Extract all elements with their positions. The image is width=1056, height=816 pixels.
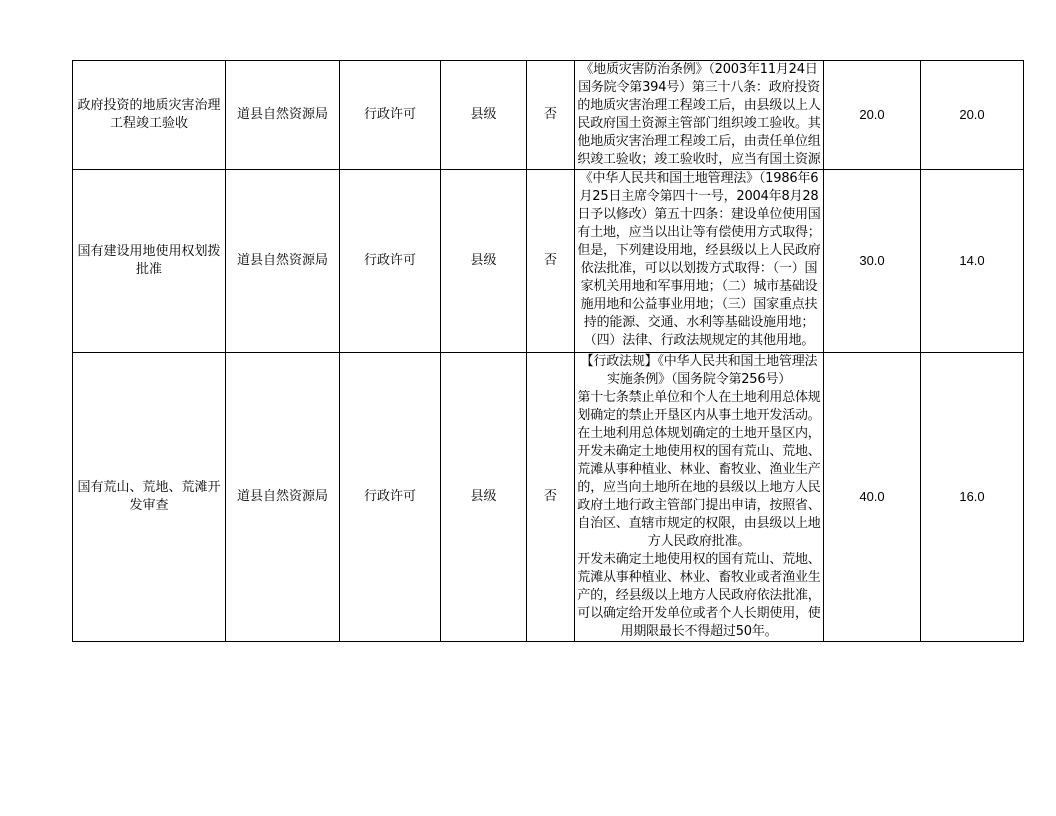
flag-cell: 否 [527,353,575,642]
value-b-cell: 14.0 [921,170,1024,353]
value-a-cell: 40.0 [824,353,921,642]
level-cell: 县级 [441,61,527,170]
legal-basis-text: 《中华人民共和国土地管理法》（1986年6月25日主席令第四十一号，2004年8月28日予以修改）第五十四条：建设单位使用国有土地，应当以出让等有偿使用方式取得；但是，下列建设用地，经县级以上人民政府依法批准，可以以划拨方式取得：（一）国家机关用地和军事用地；（二）城市基础设施用地和公益事业用地；（三）国家重点扶持的能源、交通、水利等基础设施用地；（四）法律、行政法规规定的其他用地。 [577,171,821,348]
category-cell: 行政许可 [340,61,441,170]
department-cell: 道县自然资源局 [226,61,340,170]
service-items-table [72,60,1024,642]
flag-cell: 否 [527,170,575,353]
table-row [73,170,1024,353]
table-row [73,353,1024,642]
item-name-cell: 政府投资的地质灾害治理工程竣工验收 [73,61,226,170]
legal-basis-cell [575,61,824,170]
flag-cell: 否 [527,61,575,170]
item-name-cell: 国有建设用地使用权划拨批准 [73,170,226,353]
category-cell: 行政许可 [340,170,441,353]
department-cell: 道县自然资源局 [226,170,340,353]
item-name-cell: 国有荒山、荒地、荒滩开发审查 [73,353,226,642]
level-cell: 县级 [441,353,527,642]
value-b-cell: 20.0 [921,61,1024,170]
value-a-cell: 30.0 [824,170,921,353]
category-cell: 行政许可 [340,353,441,642]
value-a-cell: 20.0 [824,61,921,170]
legal-basis-text: 【行政法规】《中华人民共和国土地管理法实施条例》（国务院令第256号） 第十七条禁止单位和个人在土地利用总体规划确定的禁止开垦区内从事土地开发活动。 在土地利用总体规划确定的土地开垦区内，开发未确定土地使用权的国有荒山、荒地、荒滩从事种植业、林业、畜牧业、渔业生产的，应当向土地所在地的县级以上地方人民政府土地行政主管部门提出申请，按照省、自治区、直辖市规定的权限，由县级以上地方人民政府批准。 开发未确定土地使用权的国有荒山、荒地、荒滩从事种植业、林业、畜牧业或者渔业生产的，经县级以上地方人民政府依法批准，可以确定给开发单位或者个人长期使用，使用期限最长不得超过50年。 [577,354,821,639]
level-cell: 县级 [441,170,527,353]
legal-basis-cell [575,353,824,642]
value-b-cell: 16.0 [921,353,1024,642]
table-row [73,61,1024,170]
department-cell: 道县自然资源局 [226,353,340,642]
legal-basis-text: 《地质灾害防治条例》（2003年11月24日国务院令第394号）第三十八条：政府投资的地质灾害治理工程竣工后，由县级以上人民政府国土资源主管部门组织竣工验收。其他地质灾害治理工程竣工后，由责任单位组织竣工验收；竣工验收时，应当有国土资源 [577,62,821,167]
legal-basis-cell [575,170,824,353]
